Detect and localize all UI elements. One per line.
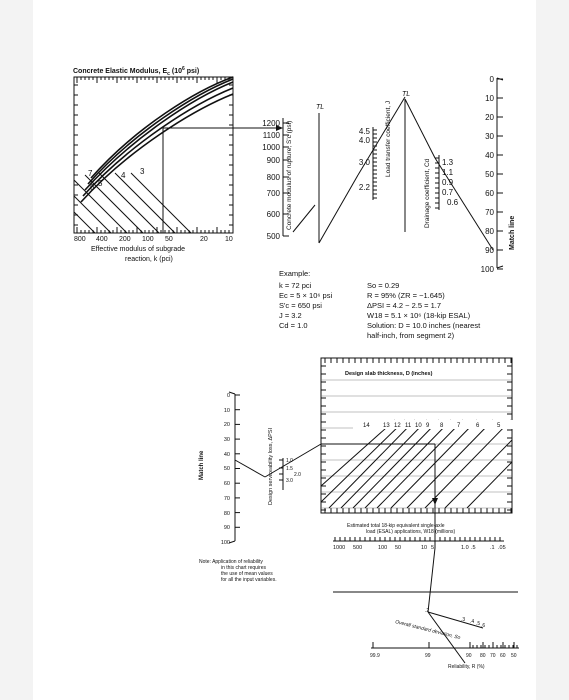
rupture-tick-label: 1100	[262, 131, 280, 140]
match-tick-label: 50	[223, 466, 230, 472]
rupture-tick-label: 800	[266, 173, 280, 182]
rel-tick-label: 50	[511, 653, 517, 659]
esal-tick-label: 500	[353, 545, 363, 551]
thickness-label: 9	[426, 423, 430, 429]
psi-tick-labels	[286, 458, 301, 484]
reliability-label: Reliability, R (%)	[448, 664, 485, 670]
esal-tick-label: .1	[490, 545, 495, 551]
drain-tick-label: 0.9	[442, 178, 454, 187]
so-tick-label: .4	[470, 619, 475, 625]
example-line: J = 3.2	[279, 311, 302, 320]
so-axis	[428, 612, 486, 629]
match-tick-label: 100	[220, 540, 230, 546]
example-line: ΔPSI = 4.2 − 2.5 = 1.7	[367, 301, 442, 310]
esal-tick-label: 50	[395, 545, 402, 551]
rupture-tick-label: 500	[266, 232, 280, 241]
curve-label-7: 7	[88, 169, 93, 178]
example-heading: Example:	[279, 269, 311, 278]
esal-tick-label: 100	[378, 545, 388, 551]
match-tick-label: 10	[485, 94, 494, 103]
drain-tick-label: 1.3	[442, 158, 454, 167]
thickness-label: 7	[457, 423, 461, 429]
example-block	[279, 269, 481, 340]
curve-label-3: 3	[140, 167, 145, 176]
match-tick-label: 30	[485, 132, 494, 141]
esal-ticks	[335, 537, 500, 541]
thickness-label: 11	[405, 423, 412, 429]
curve-label-5: 5	[98, 179, 103, 188]
match-tick-label: 80	[485, 227, 494, 236]
psi-tick-label: 2.0	[294, 472, 301, 478]
esal-tick-label: 1000	[333, 545, 346, 551]
thickness-title: Design slab thickness, D (inches)	[345, 371, 433, 377]
example-line: R = 95% (ZR = −1.645)	[367, 291, 445, 300]
example-path-top	[163, 128, 276, 233]
drain-tick-label: 0.6	[447, 198, 459, 207]
thickness-label: 12	[394, 423, 401, 429]
so-axis-label: Overall standard deviation, So	[394, 619, 461, 642]
esal-tick-label: 10	[421, 545, 428, 551]
rel-tick-label: 70	[490, 653, 496, 659]
ktick: 10	[225, 236, 233, 243]
modulus-title: Concrete Elastic Modulus, $E_c$ ($10^6$ psi)	[73, 66, 200, 77]
thickness-chart-frame	[321, 358, 512, 513]
match-line-bottom-tick-labels	[221, 393, 230, 546]
match-tick-label: 30	[223, 437, 230, 443]
esal-label-2: load (ESAL) applications, W18 (millions)	[366, 529, 456, 535]
rel-tick-label: 90	[466, 653, 472, 659]
match-line-bottom-label: Match line	[199, 450, 205, 480]
psi-tick-label: 3.0	[286, 478, 293, 484]
ktick: 800	[74, 236, 86, 243]
match-line-top-label: Match line	[509, 215, 516, 250]
ktick: 20	[200, 236, 208, 243]
psi-tick-label: 1.0	[286, 458, 293, 464]
note-line: in this chart requires	[221, 565, 267, 571]
nomograph-page	[33, 0, 536, 700]
example-line: Solution: D = 10.0 inches (nearest	[367, 321, 481, 330]
load-transfer-label: Load transfer coefficient, J	[385, 100, 392, 177]
ktick: 50	[165, 236, 173, 243]
match-tick-label: 10	[223, 408, 230, 414]
thickness-label: 6	[476, 423, 480, 429]
rel-tick-label: 80	[480, 653, 486, 659]
arrow-to-esal	[432, 498, 438, 505]
modulus-chart-frame	[74, 77, 233, 233]
drain-tick-label: 0.7	[442, 188, 454, 197]
note-line: the use of mean values	[221, 571, 273, 577]
curve-label-6: 6	[90, 183, 95, 192]
tl-label-2: TL	[402, 91, 411, 98]
so-tick-label: .3	[461, 617, 466, 623]
match-tick-label: 20	[223, 422, 230, 428]
thickness-hatch	[321, 420, 512, 508]
match-tick-label: 0	[489, 75, 494, 84]
match-tick-label: 20	[485, 113, 494, 122]
rupture-tick-label: 600	[266, 210, 280, 219]
kaxis-label-1: Effective modulus of subgrade	[91, 246, 186, 253]
rupture-tick-label: 1000	[262, 143, 280, 152]
load-tick-label: 4.5	[358, 127, 370, 136]
match-tick-label: 80	[223, 511, 230, 517]
example-path-rupture	[293, 205, 315, 232]
rupture-tick-labels	[262, 119, 280, 241]
modulus-axis-ticks	[74, 77, 233, 233]
kaxis-label-2: reaction, k (pci)	[125, 256, 173, 263]
esal-label-1: Estimated total 18-kip equivalent single-axle	[347, 523, 445, 529]
ktick: 400	[96, 236, 108, 243]
match-tick-label: 100	[480, 265, 494, 274]
reliability-tick-labels	[370, 653, 517, 659]
example-line: S'c = 650 psi	[279, 301, 322, 310]
so-tick-label: .6	[481, 623, 486, 629]
example-line: Ec = 5 × 10⁶ psi	[279, 291, 333, 300]
so-tick-label: .2	[425, 608, 430, 614]
load-transfer-tick-labels	[359, 127, 371, 192]
thickness-label: 13	[383, 423, 390, 429]
rel-tick-label: 99.9	[370, 653, 380, 659]
curve-label-4: 4	[121, 171, 126, 180]
note-line: Note: Application of reliability	[199, 559, 263, 565]
esal-tick-label: .5	[471, 545, 476, 551]
tl-label-1: TL	[316, 104, 325, 111]
ktick: 100	[142, 236, 154, 243]
example-line: k = 72 pci	[279, 281, 312, 290]
esal-tick-label: 5	[431, 545, 435, 551]
note-line: for all the input variables.	[221, 577, 277, 583]
load-tick-label: 4.0	[358, 136, 370, 145]
match-tick-label: 50	[485, 170, 494, 179]
example-path-tl2	[405, 99, 435, 158]
rel-tick-label: 60	[500, 653, 506, 659]
esal-tick-label: 1.0	[461, 545, 469, 551]
load-tick-label: 3.0	[358, 158, 370, 167]
so-tick-labels	[425, 608, 485, 629]
load-transfer-ticks	[373, 130, 377, 198]
drain-tick-label: 1.1	[442, 168, 454, 177]
match-tick-label: 60	[485, 189, 494, 198]
match-tick-label: 70	[485, 208, 494, 217]
match-line-top-cap	[497, 266, 503, 268]
match-tick-label: 70	[223, 496, 230, 502]
example-line: Cd = 1.0	[279, 321, 308, 330]
reliability-ticks	[373, 642, 517, 648]
rupture-tick-label: 900	[266, 156, 280, 165]
thickness-axis-ticks	[321, 358, 512, 513]
example-line: So = 0.29	[367, 281, 400, 290]
thickness-label: 14	[363, 423, 370, 429]
rupture-axis-label: Concrete modulus of rupture, S'c (psi)	[286, 120, 293, 230]
so-tick-label: .5	[476, 621, 481, 627]
psi-tick-label: 1.5	[286, 466, 293, 472]
esal-tick-labels	[333, 545, 506, 551]
example-line: half-inch, from segment 2)	[367, 331, 455, 340]
rupture-tick-label: 700	[266, 189, 280, 198]
thickness-label: 10	[415, 423, 422, 429]
reliability-note	[199, 559, 277, 583]
match-tick-label: 0	[226, 393, 230, 399]
thickness-label: 8	[440, 423, 444, 429]
ktick: 200	[119, 236, 131, 243]
match-line-top-ticks	[497, 79, 503, 269]
drainage-label: Drainage coefficient, Cd	[424, 158, 431, 228]
thickness-label: 5	[497, 423, 501, 429]
psi-axis-label: Design serviceability loss, ΔPSI	[268, 427, 274, 505]
load-tick-label: 2.2	[358, 183, 370, 192]
example-path-tl1	[319, 175, 358, 243]
psi-ticks	[279, 460, 283, 480]
kaxis-ticks	[74, 236, 233, 243]
esal-tick-label: .05	[498, 545, 506, 551]
drainage-ticks	[435, 158, 439, 208]
match-tick-label: 60	[223, 481, 230, 487]
nomograph-svg	[33, 0, 536, 700]
match-tick-label: 40	[223, 452, 230, 458]
rel-tick-label: 99	[425, 653, 431, 659]
match-tick-label: 90	[485, 246, 494, 255]
modulus-curves	[81, 77, 233, 202]
match-tick-label: 90	[223, 525, 230, 531]
match-tick-label: 40	[485, 151, 494, 160]
example-line: W18 = 5.1 × 10⁶ (18-kip ESAL)	[367, 311, 471, 320]
rupture-tick-label: 1200	[262, 119, 280, 128]
match-line-top-tick-labels	[481, 75, 495, 274]
